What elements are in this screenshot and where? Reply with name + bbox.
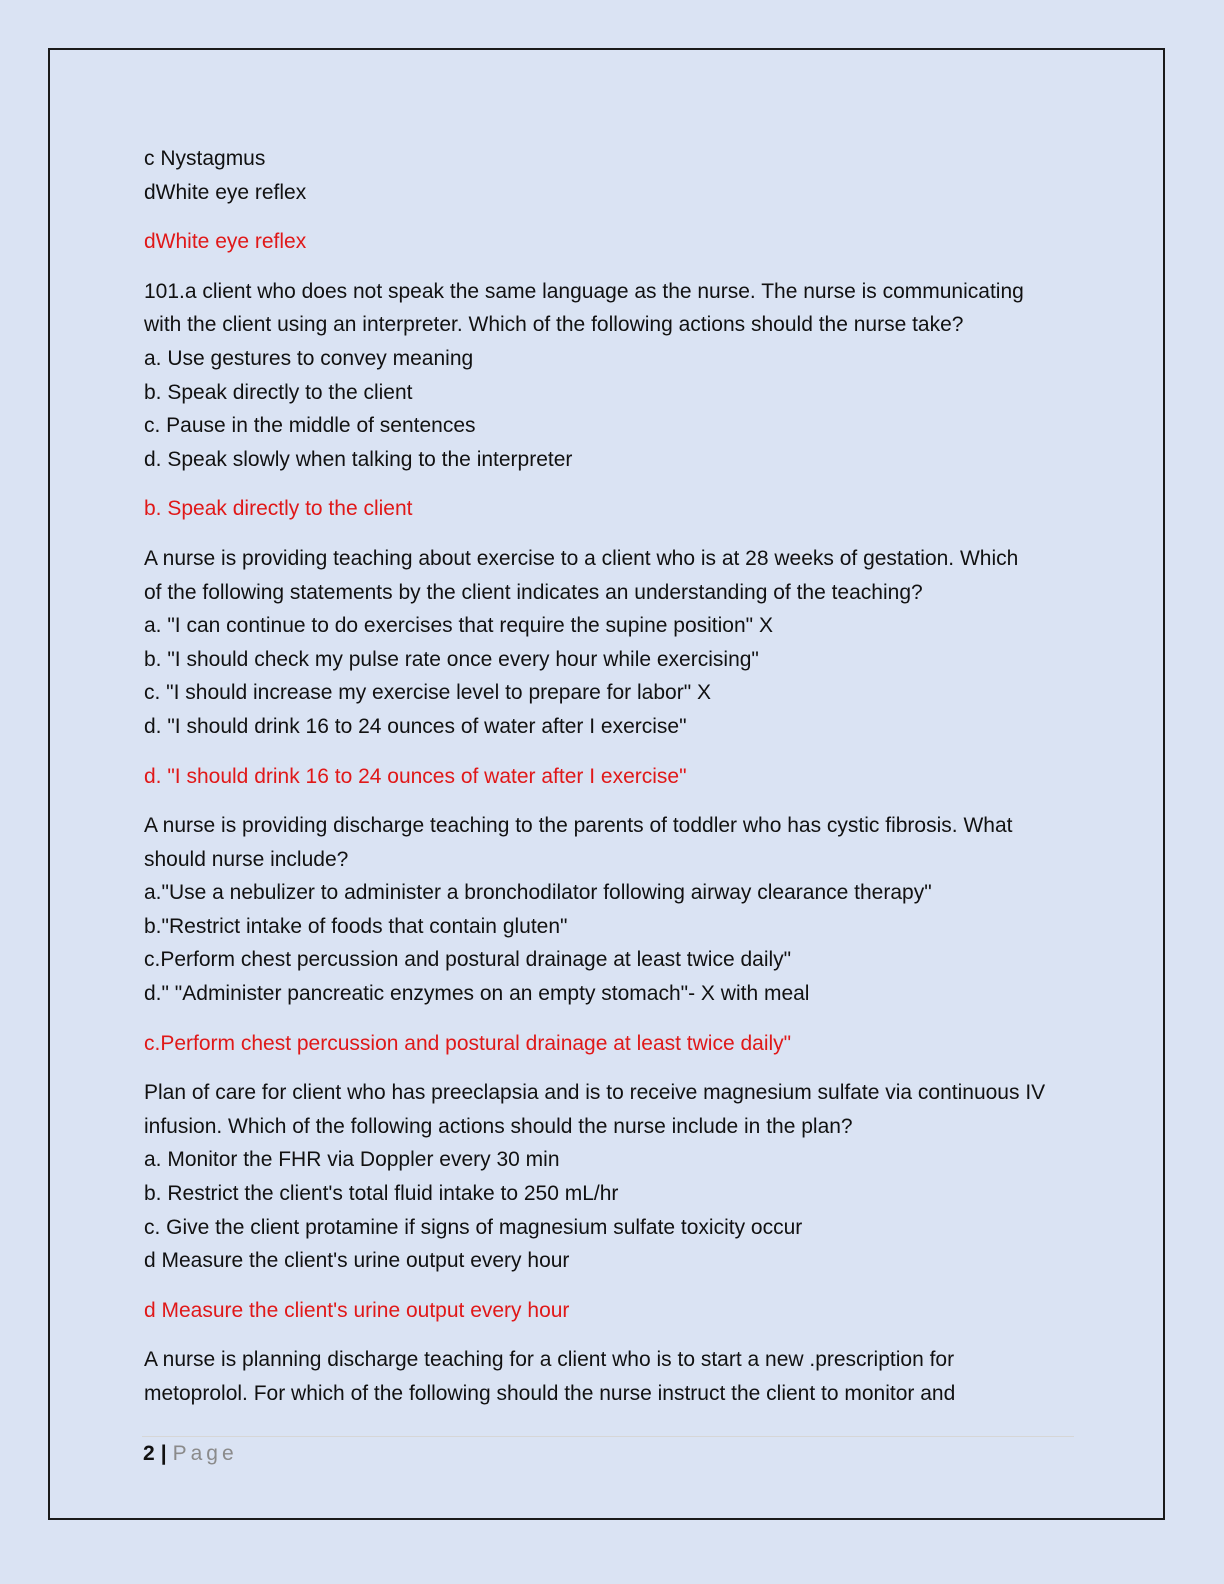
option-line: a. "I can continue to do exercises that require the supine position" X [144, 614, 773, 638]
question-text: infusion. Which of the following actions should the nurse include in the plan? [144, 1114, 853, 1138]
question-text: should nurse include? [144, 847, 349, 871]
option-line: d Measure the client's urine output every hour [144, 1249, 570, 1273]
question-text: 101.a client who does not speak the same language as the nurse. The nurse is communicating [144, 279, 1024, 303]
document-body [144, 142, 1084, 1411]
question-text: of the following statements by the client indicates an understanding of the teaching? [144, 580, 923, 604]
option-line: b. "I should check my pulse rate once every hour while exercising" [144, 647, 759, 671]
answer-line: b. Speak directly to the client [144, 497, 413, 521]
question-fragment [144, 142, 1084, 209]
question-block [144, 1343, 1084, 1410]
question-block [144, 542, 1084, 744]
option-line: b. Restrict the client's total fluid intake to 250 mL/hr [144, 1182, 619, 1206]
question-block [144, 809, 1084, 1011]
page-label: Page [172, 1442, 238, 1465]
footer-separator: | [160, 1442, 167, 1465]
answer-line: d. "I should drink 16 to 24 ounces of water after I exercise" [144, 764, 687, 788]
question-text: Plan of care for client who has preeclapsia and is to receive magnesium sulfate via continuous IV [144, 1081, 1046, 1105]
option-line: d. "I should drink 16 to 24 ounces of water after I exercise" [144, 714, 687, 738]
option-line: c. Give the client protamine if signs of magnesium sulfate toxicity occur [144, 1215, 803, 1239]
question-block [144, 1076, 1084, 1278]
question-text: A nurse is planning discharge teaching for a client who is to start a new .prescription for [144, 1348, 955, 1372]
option-line: c. Pause in the middle of sentences [144, 414, 476, 438]
page-footer [143, 1441, 238, 1467]
answer-line: d Measure the client's urine output every hour [144, 1298, 570, 1322]
answer-line: dWhite eye reflex [144, 230, 307, 254]
option-line: a. Monitor the FHR via Doppler every 30 min [144, 1148, 560, 1172]
option-line: c Nystagmus [144, 147, 266, 170]
option-line: d. Speak slowly when talking to the interpreter [144, 447, 573, 471]
option-line: d." "Administer pancreatic enzymes on an empty stomach"- X with meal [144, 982, 810, 1006]
option-line: a. Use gestures to convey meaning [144, 346, 474, 370]
question-text: A nurse is providing discharge teaching to the parents of toddler who has cystic fibrosis. What [144, 814, 1013, 838]
option-line: a."Use a nebulizer to administer a bronchodilator following airway clearance therapy" [144, 881, 932, 905]
option-line: c. "I should increase my exercise level to prepare for labor" X [144, 681, 711, 705]
question-text: with the client using an interpreter. Which of the following actions should the nurse take? [144, 313, 964, 337]
question-text: metoprolol. For which of the following should the nurse instruct the client to monitor and [144, 1382, 956, 1405]
page-number: 2 [143, 1442, 155, 1465]
answer-line: c.Perform chest percussion and postural drainage at least twice daily" [144, 1031, 792, 1055]
option-line: b."Restrict intake of foods that contain gluten" [144, 914, 568, 938]
option-line: c.Perform chest percussion and postural drainage at least twice daily" [144, 948, 792, 972]
question-block [144, 275, 1084, 477]
question-text: A nurse is providing teaching about exercise to a client who is at 28 weeks of gestation. Which [144, 546, 1019, 570]
option-line: dWhite eye reflex [144, 180, 307, 204]
footer-divider [142, 1436, 1074, 1437]
option-line: b. Speak directly to the client [144, 380, 413, 404]
